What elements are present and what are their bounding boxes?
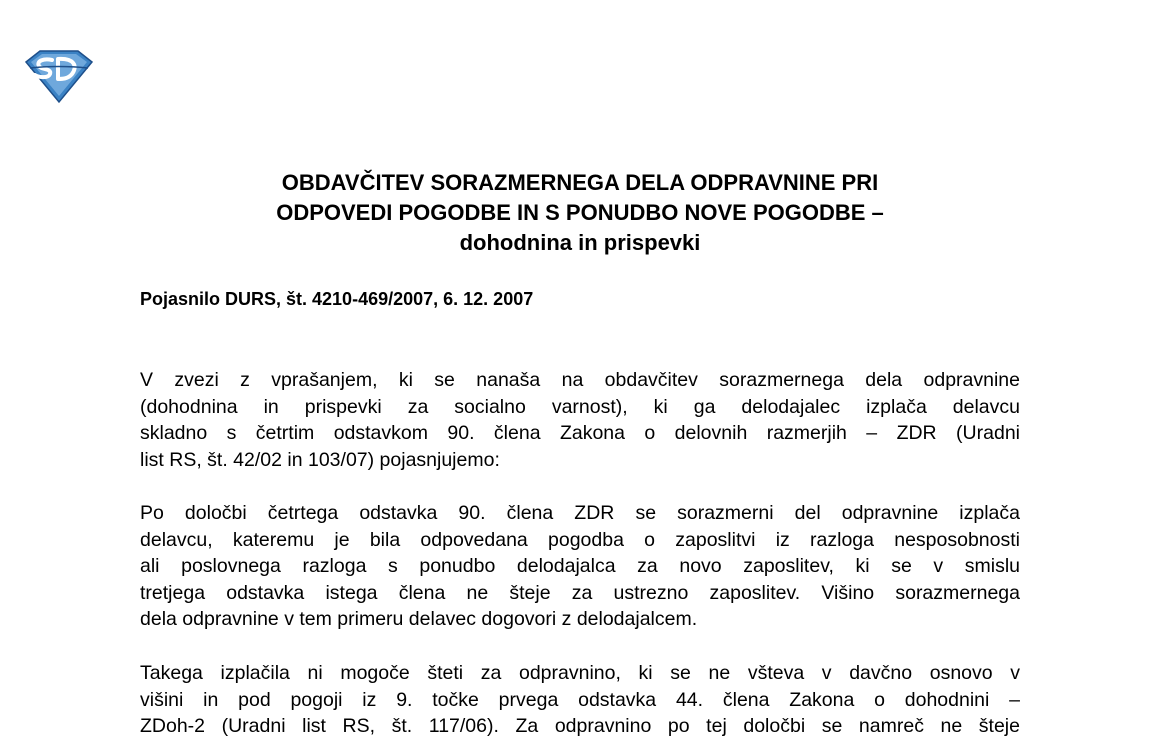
sd-logo-icon bbox=[22, 46, 96, 104]
title-line-2: ODPOVEDI POGODBE IN S PONUDBO NOVE POGODBE – bbox=[276, 200, 884, 225]
paragraph-2 bbox=[140, 500, 1020, 633]
paragraph-line: skladno s četrtim odstavkom 90. člena Zakona o delovnih razmerjih – ZDR (Uradni bbox=[140, 422, 1020, 444]
paragraph-3 bbox=[140, 660, 1020, 740]
paragraph-1 bbox=[140, 367, 1020, 473]
title-line-1: OBDAVČITEV SORAZMERNEGA DELA ODPRAVNINE PRI bbox=[281, 170, 879, 195]
paragraph-line: Po določbi četrtega odstavka 90. člena ZDR se sorazmerni del odpravnine izplača bbox=[140, 502, 1020, 524]
title-line-3: dohodnina in prispevki bbox=[459, 230, 701, 255]
paragraph-line: višini in pod pogoji iz 9. točke prvega odstavka 44. člena Zakona o dohodnini – bbox=[140, 688, 1020, 711]
paragraph-line: list RS, št. 42/02 in 103/07) pojasnjujemo: bbox=[140, 448, 500, 471]
paragraph-line: delavcu, kateremu je bila odpovedana pogodba o zaposlitvi iz razloga nesposobnosti bbox=[140, 528, 1020, 551]
paragraph-line: dela odpravnine v tem primeru delavec dogovori z delodajalcem. bbox=[140, 608, 698, 630]
paragraph-line: Takega izplačila ni mogoče šteti za odpravnino, ki se ne všteva v davčno osnovo v bbox=[140, 662, 1020, 684]
paragraph-line: (dohodnina in prispevki za socialno varnost), ki ga delodajalec izplača delavcu bbox=[140, 395, 1020, 418]
paragraph-line: tretjega odstavka istega člena ne šteje za ustrezno zaposlitev. Višino sorazmernega bbox=[140, 581, 1020, 604]
paragraph-line: ali poslovnega razloga s ponudbo delodajalca za novo zaposlitev, ki se v smislu bbox=[140, 555, 1020, 577]
paragraph-line: ZDoh-2 (Uradni list RS, št. 117/06). Za odpravnino po tej določbi se namreč ne šteje bbox=[140, 715, 1020, 737]
document-title bbox=[140, 168, 1020, 258]
paragraph-line: V zvezi z vprašanjem, ki se nanaša na obdavčitev sorazmernega dela odpravnine bbox=[140, 369, 1020, 391]
document-subtitle: Pojasnilo DURS, št. 4210-469/2007, 6. 12. 2007 bbox=[140, 289, 534, 309]
